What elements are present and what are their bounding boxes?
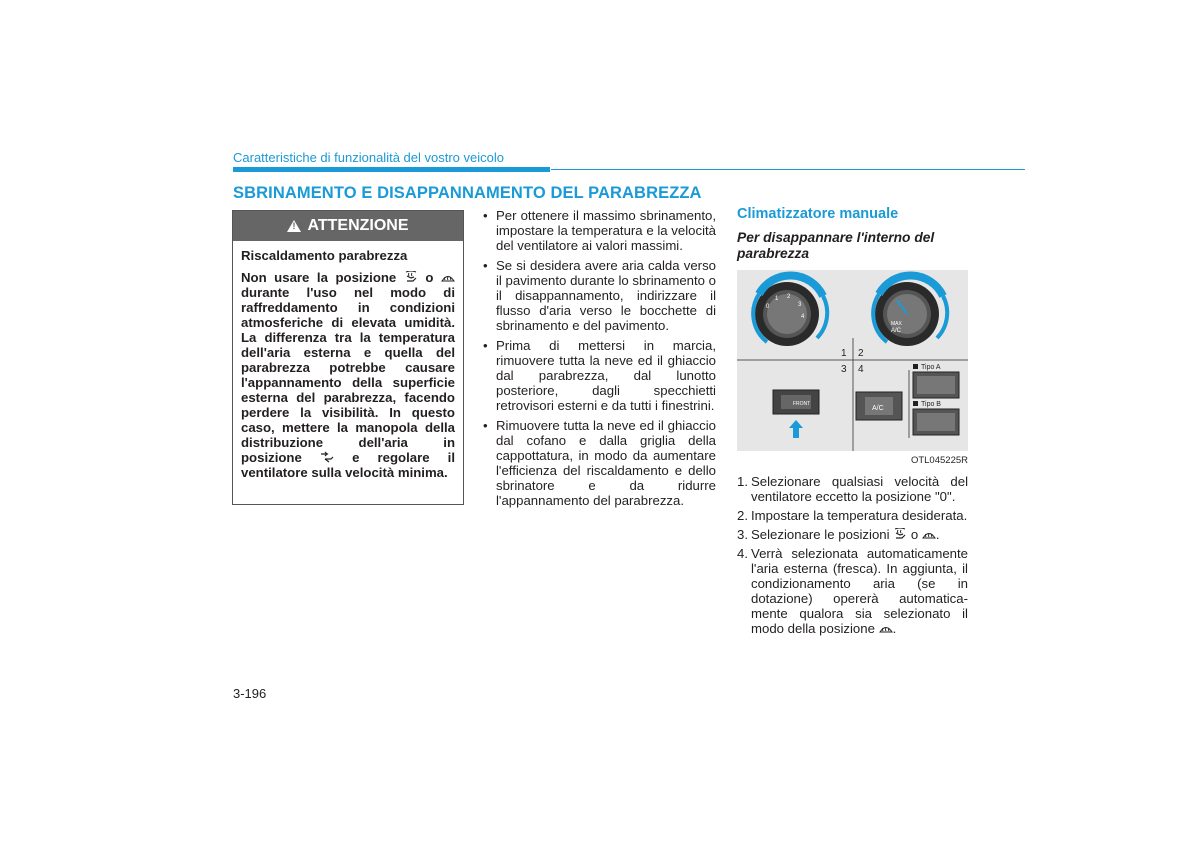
fan-speed-knob: [753, 275, 827, 346]
arrow-up-icon: [789, 420, 803, 438]
face-vent-icon: [320, 451, 334, 463]
ac-button: [856, 392, 902, 420]
section-heading: Climatizzatore manuale: [737, 206, 899, 222]
warning-box: [232, 210, 464, 505]
step-item: 4. Verrà selezionata automaticamente l'aria esterna (fresca). In aggiunta, il condizionamento aria (se in dotazione) opererà automatica-mente qualora sia selezionato il modo della posizione .: [737, 546, 968, 636]
figure-code: OTL045225R: [910, 455, 968, 466]
quadrant-label: 4: [858, 364, 864, 375]
type-a-label: Tipo A: [921, 364, 941, 371]
knob-mark: 0: [766, 304, 770, 310]
page-number: 3-196: [233, 686, 267, 701]
step-item: 1. Selezionare qualsiasi velocità del ventilatore eccetto la posizione "0".: [737, 474, 968, 504]
knob-mark: A/C: [891, 328, 902, 334]
quadrant-label: 1: [841, 348, 847, 359]
warning-triangle-icon: [287, 220, 301, 232]
quadrant-label: 2: [858, 348, 864, 359]
page-title: SBRINAMENTO E DISAPPANNAMENTO DEL PARABREZZA: [233, 184, 702, 202]
warning-subheading: Riscaldamento parabrezza: [241, 248, 408, 263]
floor-defrost-icon: [404, 271, 418, 283]
bullet-item: • Rimuovere tutta la neve ed il ghiaccio dal cofano e dalla griglia della cappottatura, in modo da aumentare l'efficienza del riscaldamento e dello sbrinatore e da ridurre l'appannamento del parabrezza.: [482, 418, 716, 508]
floor-defrost-icon: [893, 528, 907, 540]
warning-text: Non usare la posizione o durante l'uso nel modo di raffreddamento in condizioni atmosferiche di elevata umidità. La differenza tra la temperatura dell'aria esterna e quella del parabrezza potrebbe causare l'appannamento della superficie esterna del parabrezza, facendo perdere la visibilità. In questo caso, mettere la manopola della distribuzione dell'aria in posizione e regolare il ventilatore sulla velocità minima.: [241, 270, 455, 480]
warning-heading: ATTENZIONE: [307, 217, 409, 234]
step-item: 2. Impostare la temperatura desiderata.: [737, 508, 968, 523]
climate-control-illustration: [737, 270, 968, 451]
button-label: A/C: [872, 405, 884, 412]
knob-mark: 3: [798, 302, 802, 308]
temperature-knob: [873, 275, 947, 346]
defrost-icon: [441, 271, 455, 283]
warning-header: [233, 211, 463, 241]
knob-mark: 4: [801, 314, 805, 320]
defrost-icon: [922, 528, 936, 540]
knob-mark: 2: [787, 294, 791, 300]
climate-control-figure: [737, 270, 968, 451]
bullet-item: • Se si desidera avere aria calda verso il pavimento durante lo sbrinamento o il disappannamento, indirizzare il flusso d'aria verso le bocchette di sbrinamento e del pavimento.: [482, 258, 716, 333]
step-item: 3. Selezionare le posizioni o .: [737, 527, 940, 542]
quadrant-label: 3: [841, 364, 847, 375]
header-rule: [551, 169, 1025, 170]
front-defrost-button: [773, 390, 819, 414]
type-b-label: Tipo B: [921, 401, 941, 408]
bullet-column: [482, 208, 716, 513]
defrost-icon: [879, 622, 893, 634]
bullet-item: • Per ottenere il massimo sbrinamento, impostare la temperatura e la velocità del ventilatore ai valori massimi.: [482, 208, 716, 253]
header-accent-bar: [233, 167, 550, 172]
knob-mark: MAX: [891, 321, 902, 327]
climate-column: [737, 207, 968, 640]
knob-mark: 1: [775, 296, 779, 302]
bullet-item: • Prima di mettersi in marcia, rimuovere tutta la neve ed il ghiaccio dal parabrezza, dal lunotto posteriore, dagli specchietti retrovisori esterni e da tutti i finestrini.: [482, 338, 716, 413]
running-header: Caratteristiche di funzionalità del vostro veicolo: [233, 150, 504, 165]
button-label: FRONT: [793, 401, 811, 407]
subsection-heading: Per disappannare l'interno del parabrezza: [737, 230, 935, 261]
